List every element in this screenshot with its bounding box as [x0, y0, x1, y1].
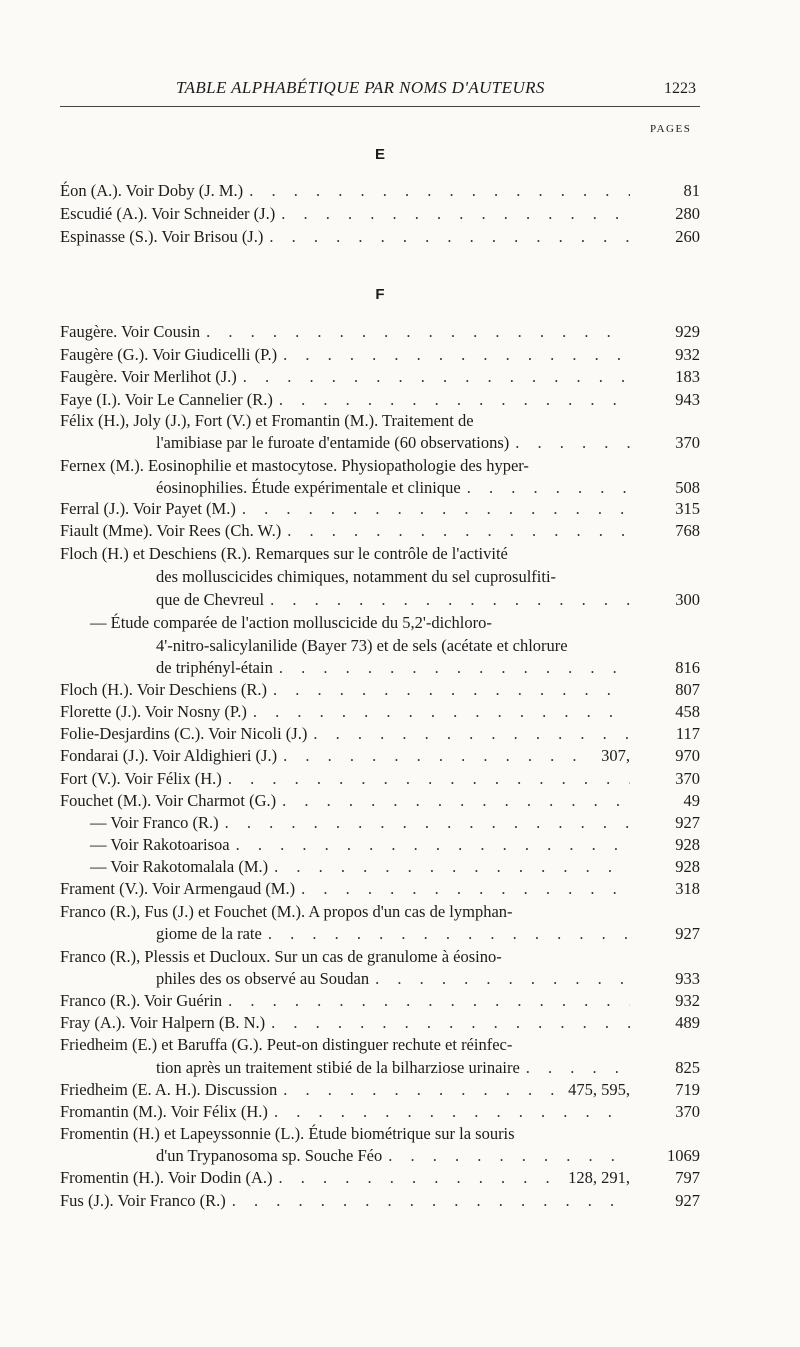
index-entry	[60, 877, 700, 901]
entry-text: Faugère. Voir Merlihot (J.)	[60, 367, 237, 386]
index-entry	[60, 722, 700, 746]
dot-leader	[264, 588, 630, 612]
dot-leader	[265, 1011, 630, 1035]
entry-page: 797	[675, 1168, 700, 1187]
index-entry-continuation	[156, 588, 700, 612]
entry-text: Florette (J.). Voir Nosny (P.)	[60, 702, 247, 721]
index-entry-continuation	[156, 656, 700, 680]
entry-text: Frament (V.). Voir Armengaud (M.)	[60, 879, 296, 898]
entry-text: Faye (I.). Voir Le Cannelier (R.)	[60, 390, 273, 409]
entry-text: 4'-nitro-salicylanilide (Bayer 73) et de sels (acétate et chlorure	[156, 636, 568, 655]
dot-leader	[222, 989, 630, 1013]
entry-text: Friedheim (E.) et Baruffa (G.). Peut-on distinguer rechute et réinfec-	[60, 1035, 513, 1054]
dot-leader	[263, 225, 630, 249]
dot-leader	[281, 519, 630, 543]
dot-leader	[247, 700, 630, 724]
index-entry	[60, 497, 700, 521]
entry-text: Fus (J.). Voir Franco (R.)	[60, 1191, 226, 1210]
entry-text: Floch (H.). Voir Deschiens (R.)	[60, 680, 267, 699]
index-entry	[60, 1078, 700, 1102]
entry-page: 370	[675, 433, 700, 452]
entry-page: 1069	[667, 1146, 700, 1165]
dot-leader	[268, 855, 630, 879]
entry-text: Friedheim (E. A. H.). Discussion	[60, 1080, 278, 1099]
index-entry	[60, 989, 700, 1013]
entry-page: 927	[675, 813, 700, 832]
entry-page: 719	[675, 1080, 700, 1099]
index-entry-first-line	[60, 409, 700, 433]
index-entry-continuation	[156, 1056, 700, 1080]
index-entry	[60, 1166, 700, 1190]
entry-text: Ferral (J.). Voir Payet (M.)	[60, 499, 236, 518]
entry-text: — Voir Franco (R.)	[90, 813, 219, 832]
entry-page: 117	[675, 724, 700, 743]
dot-leader	[236, 497, 630, 521]
entry-text: que de Chevreul	[156, 590, 265, 609]
entry-text: Floch (H.) et Deschiens (R.). Remarques sur le contrôle de l'activité	[60, 544, 508, 563]
dot-leader	[382, 1144, 630, 1168]
entry-page: 458	[675, 702, 700, 721]
entry-text: Fromantin (M.). Voir Félix (H.)	[60, 1102, 268, 1121]
dot-leader	[243, 179, 630, 203]
index-entry	[60, 343, 700, 367]
index-entry-dash	[90, 611, 700, 635]
dot-leader	[219, 811, 630, 835]
entry-page: 927	[675, 1191, 700, 1210]
entry-page: 825	[675, 1058, 700, 1077]
entry-text: l'amibiase par le furoate d'entamide (60 observations)	[156, 433, 510, 452]
entry-text: tion après un traitement stibié de la bilharziose urinaire	[156, 1058, 520, 1077]
entry-text: Franco (R.), Fus (J.) et Fouchet (M.). A propos d'un cas de lymphan-	[60, 902, 513, 921]
entry-page: 768	[675, 521, 700, 540]
entry-text: Félix (H.), Joly (J.), Fort (V.) et Fromantin (M.). Traitement de	[60, 411, 474, 430]
entry-text: — Voir Rakotoarisoa	[90, 835, 230, 854]
entry-text: Fray (A.). Voir Halpern (B. N.)	[60, 1013, 266, 1032]
entry-page: 260	[675, 227, 700, 246]
entry-page: 927	[675, 924, 700, 943]
entry-page: 929	[675, 322, 700, 341]
entry-page: 943	[675, 390, 700, 409]
index-entry	[60, 519, 700, 543]
entry-page: 816	[675, 658, 700, 677]
dot-leader	[268, 1100, 630, 1124]
index-entry-first-line	[60, 454, 700, 478]
index-entry	[60, 789, 700, 813]
entry-page: 489	[675, 1013, 700, 1032]
entry-text: éosinophilies. Étude expérimentale et clinique	[156, 478, 461, 497]
entry-text: Folie-Desjardins (C.). Voir Nicoli (J.)	[60, 724, 308, 743]
entry-page: 928	[675, 857, 700, 876]
index-entry-first-line	[60, 900, 700, 924]
entry-text: Faugère (G.). Voir Giudicelli (P.)	[60, 345, 278, 364]
entry-page: 315	[675, 499, 700, 518]
index-entry	[60, 678, 700, 702]
page-number: 1223	[664, 80, 696, 97]
index-entry	[60, 202, 700, 226]
running-title: TABLE ALPHABÉTIQUE PAR NOMS D'AUTEURS	[176, 78, 545, 97]
entry-page: 932	[675, 345, 700, 364]
index-entry	[60, 1011, 700, 1035]
dot-leader	[307, 722, 630, 746]
entry-text: Espinasse (S.). Voir Brisou (J.)	[60, 227, 264, 246]
entry-page: 932	[675, 991, 700, 1010]
index-entry-continuation	[156, 967, 700, 991]
dot-leader	[230, 833, 630, 857]
entry-text: Fromentin (H.). Voir Dodin (A.)	[60, 1168, 273, 1187]
index-entry	[60, 179, 700, 203]
dot-leader	[520, 1056, 630, 1080]
entry-page: 300	[675, 590, 700, 609]
entry-page: 370	[675, 769, 700, 788]
dot-leader	[276, 789, 630, 813]
index-entry	[60, 700, 700, 724]
index-entry-first-line	[60, 1122, 700, 1146]
dot-leader	[222, 767, 630, 791]
entry-text: Franco (R.), Plessis et Ducloux. Sur un cas de granulome à éosino-	[60, 947, 502, 966]
entry-page: 280	[675, 204, 700, 223]
entry-page: 933	[675, 969, 700, 988]
entry-text: — Étude comparée de l'action molluscicide du 5,2'-dichloro-	[90, 613, 492, 632]
entry-page: 81	[683, 181, 700, 200]
index-entry-continuation	[156, 1144, 700, 1168]
entry-text: Éon (A.). Voir Doby (J. M.)	[60, 181, 244, 200]
entry-page: 970	[675, 746, 700, 765]
entry-text: philes des os observé au Soudan	[156, 969, 370, 988]
dot-leader	[273, 656, 630, 680]
index-entry-dash	[90, 811, 700, 835]
entry-page: 183	[675, 367, 700, 386]
index-entry-dash	[90, 855, 700, 879]
index-entry	[60, 365, 700, 389]
dot-leader	[262, 922, 630, 946]
entry-page: 508	[675, 478, 700, 497]
index-entry-first-line	[60, 542, 700, 566]
entry-text: giome de la rate	[156, 924, 262, 943]
entry-text: Fiault (Mme). Voir Rees (Ch. W.)	[60, 521, 282, 540]
entry-text: Fernex (M.). Eosinophilie et mastocytose. Physiopathologie des hyper-	[60, 456, 529, 475]
entry-text: Fort (V.). Voir Félix (H.)	[60, 769, 222, 788]
dot-leader	[295, 877, 630, 901]
dot-leader	[369, 967, 630, 991]
index-entry-dash	[90, 833, 700, 857]
entry-extra-pages: 475, 595,	[568, 1080, 630, 1099]
index-entry-continuation	[156, 565, 700, 589]
entry-extra-pages: 128, 291,	[568, 1168, 630, 1187]
index-entry-continuation	[156, 634, 700, 658]
entry-text: Escudié (A.). Voir Schneider (J.)	[60, 204, 276, 223]
index-entry	[60, 320, 700, 344]
dot-leader	[509, 431, 630, 455]
dot-leader	[277, 1078, 562, 1102]
index-entry-continuation	[156, 431, 700, 455]
index-entry	[60, 767, 700, 791]
pages-column-label: PAGES	[650, 123, 692, 135]
section-letter-f: F	[375, 286, 385, 303]
entry-page: 49	[683, 791, 700, 810]
entry-page: 370	[675, 1102, 700, 1121]
index-entry-first-line	[60, 945, 700, 969]
dot-leader	[226, 1189, 630, 1213]
entry-extra-pages: 307,	[601, 746, 630, 765]
index-entry	[60, 1189, 700, 1213]
entry-text: — Voir Rakotomalala (M.)	[90, 857, 269, 876]
index-entry-first-line	[60, 1033, 700, 1057]
index-entry	[60, 225, 700, 249]
entry-text: Fouchet (M.). Voir Charmot (G.)	[60, 791, 277, 810]
index-entry	[60, 1100, 700, 1124]
entry-text: des molluscicides chimiques, notamment du sel cuprosulfiti-	[156, 567, 557, 586]
entry-page: 318	[675, 879, 700, 898]
entry-text: Fondarai (J.). Voir Aldighieri (J.)	[60, 746, 278, 765]
section-letter-e: E	[374, 146, 385, 163]
dot-leader	[277, 343, 630, 367]
entry-page: 807	[675, 680, 700, 699]
entry-text: Faugère. Voir Cousin	[60, 322, 201, 341]
entry-text: de triphényl-étain	[156, 658, 273, 677]
index-entry	[60, 744, 700, 768]
dot-leader	[200, 320, 630, 344]
entry-text: d'un Trypanosoma sp. Souche Féo	[156, 1146, 383, 1165]
dot-leader	[273, 1166, 563, 1190]
dot-leader	[277, 744, 595, 768]
dot-leader	[275, 202, 630, 226]
dot-leader	[267, 678, 630, 702]
entry-text: Franco (R.). Voir Guérin	[60, 991, 223, 1010]
dot-leader	[237, 365, 630, 389]
entry-text: Fromentin (H.) et Lapeyssonnie (L.). Étude biométrique sur la souris	[60, 1124, 515, 1143]
entry-page: 928	[675, 835, 700, 854]
index-entry-continuation	[156, 922, 700, 946]
